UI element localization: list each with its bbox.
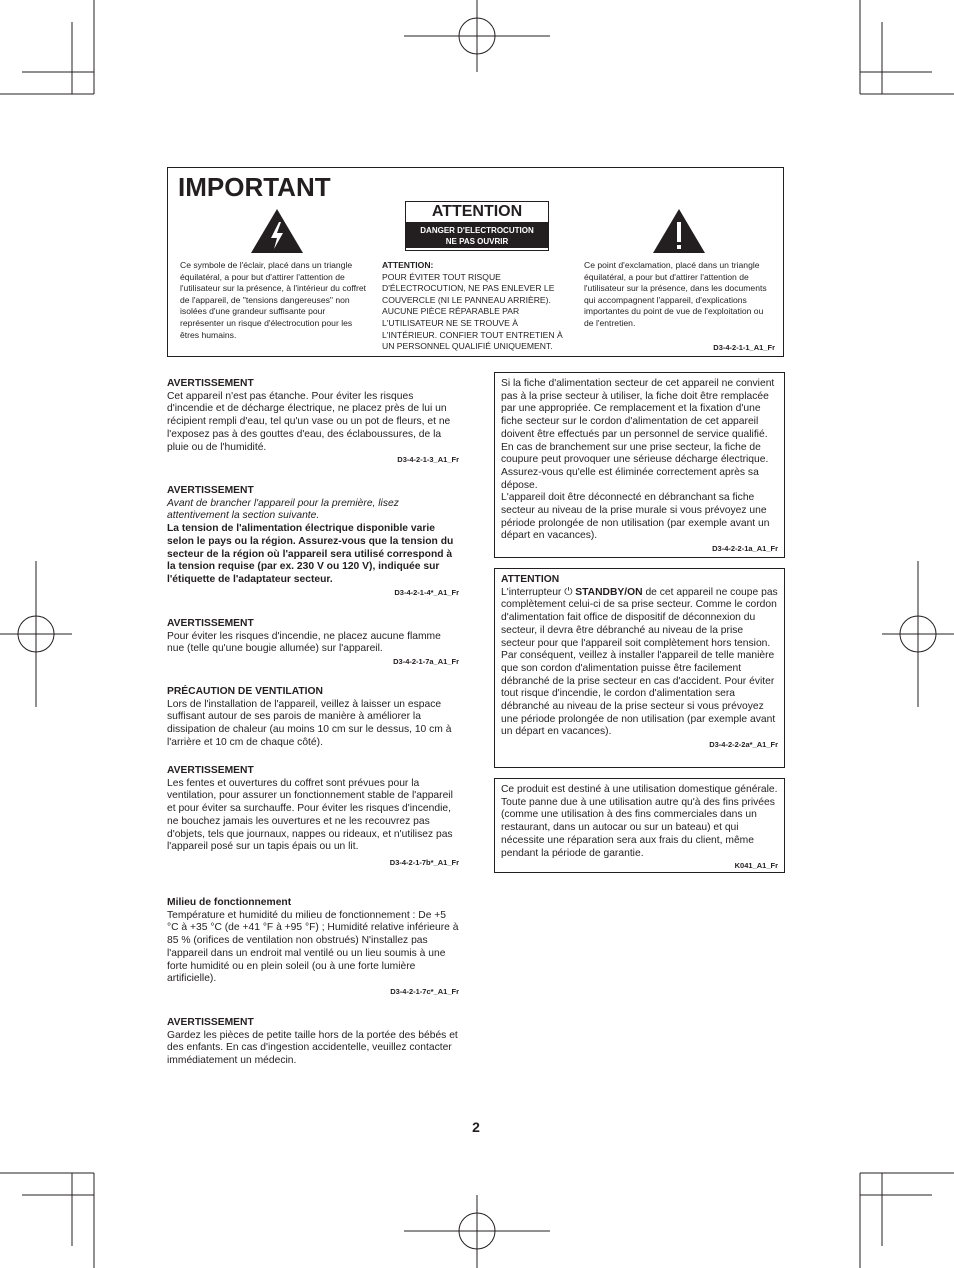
section-text: Pour éviter les risques d'incendie, ne placez aucune flamme nue (telle qu'une bougie allumée) sur l'appareil. [167, 630, 441, 655]
section-italic-text: Avant de brancher l'appareil pour la première, lisez attentivement la section suivante. [167, 497, 399, 522]
domestic-use-box [494, 778, 785, 873]
standby-icon: ⏻ [564, 586, 573, 598]
section-bold-text: La tension de l'alimentation électrique disponible varie selon le pays ou la région. Assurez-vous que la tension du secteur de la région où l'appareil sera utilisé correspond à la tension requise (par ex. 230 V ou 120 V), indiquée sur l'étiquette de l'adaptateur secteur. [167, 523, 454, 585]
box-text-pre: L'interrupteur [501, 586, 562, 598]
warning-flame-section [167, 618, 459, 667]
important-title: IMPORTANT [178, 172, 331, 202]
section-text: Lors de l'installation de l'appareil, veillez à laisser un espace suffisant autour de ses parois de manière à améliorer la dissipation de chaleur (au moins 10 cm sur le dessus, 10 cm à l'arrière et 10 cm de chaque côté). [167, 698, 452, 748]
attention-label-title: ATTENTION [406, 202, 548, 222]
box-text [501, 587, 778, 739]
warning-water-section [167, 378, 459, 465]
power-plug-box [494, 372, 785, 558]
section-code: D3-4-2-1-7c*_A1_Fr [390, 986, 459, 996]
warning-small-parts-section [167, 1017, 459, 1068]
box-heading: ATTENTION [501, 574, 560, 585]
ventilation-section [167, 686, 459, 750]
section-text: Les fentes et ouvertures du coffret sont prévues pour la ventilation, pour assurer un fonctionnement stable de l'appareil et pour éviter sa surchauffe. Pour éviter les risques d'incendie, ne bouchez jamais les ouvertures et ne les recouvrez pas d'objets, tels que journaux, nappes ou rideaux, et n'utilisez pas l'appareil posé sur un tapis épais ou un lit. [167, 777, 453, 853]
section-code: D3-4-2-1-4*_A1_Fr [394, 587, 459, 597]
environment-section [167, 897, 459, 997]
section-heading: PRÉCAUTION DE VENTILATION [167, 686, 323, 697]
attention-label-sub [406, 222, 548, 248]
box-text: Ce produit est destiné à une utilisation domestique générale. Toute panne due à une utilisation autre qu'à des fins privées (comme une utilisation à des fins commerciales dans un restaurant, dans un autocar ou sur un bateau) et qui nécessite une réparation sera aux frais du client, même pendant la période de garantie. [501, 784, 778, 859]
attention-sub-line1: DANGER D'ELECTROCUTION [420, 226, 534, 235]
section-heading: AVERTISSEMENT [167, 1017, 254, 1028]
section-heading: AVERTISSEMENT [167, 765, 254, 776]
lightning-symbol-text: Ce symbole de l'éclair, placé dans un triangle équilatéral, a pour but d'attirer l'attention de l'utilisateur sur la présence, à l'intérieur du coffret de l'appareil, de "tensions dangereuses" non isolées d'une grandeur suffisante pour représenter un risque d'électrocution pour les êtres humains. [180, 260, 367, 340]
box-code: K041_A1_Fr [734, 861, 778, 871]
attention-center-heading: ATTENTION: [382, 260, 434, 270]
box-code: D3-4-2-2-1a_A1_Fr [712, 544, 778, 554]
page-number: 2 [472, 1119, 480, 1135]
box-text-2: L'appareil doit être déconnecté en débranchant sa fiche secteur au niveau de la prise murale si vous prévoyez une période prolongée de non utilisation (par exemple avant un départ en vacances). [501, 492, 770, 542]
section-heading: AVERTISSEMENT [167, 485, 254, 496]
lightning-warning-icon [250, 208, 304, 254]
exclamation-warning-icon [652, 208, 706, 254]
attention-label [405, 201, 549, 251]
section-text: Température et humidité du milieu de fonctionnement : De +5 °C à +35 °C (de +41 °F à +95 °F) ; Humidité relative inférieure à 85 % (orifices de ventilation non obstrués) N'installez pas l'appareil dans un endroit mal ventilé ou un lieu soumis à une forte humidité ou en plein soleil (ou à une forte lumière artificielle). [167, 909, 459, 985]
important-code: D3-4-2-1-1_A1_Fr [713, 343, 775, 352]
section-heading: AVERTISSEMENT [167, 618, 254, 629]
standby-attention-box [494, 568, 785, 768]
box-code: D3-4-2-2-2a*_A1_Fr [709, 740, 778, 750]
attention-center-text [382, 260, 568, 353]
section-text: Gardez les pièces de petite taille hors de la portée des bébés et des enfants. En cas d'ingestion accidentelle, veuillez contacter immédiatement un médecin. [167, 1029, 458, 1067]
warning-voltage-section [167, 485, 459, 598]
section-heading: Milieu de fonctionnement [167, 897, 292, 908]
attention-sub-line2: NE PAS OUVRIR [445, 237, 509, 246]
box-text: Si la fiche d'alimentation secteur de cet appareil ne convient pas à la prise secteur à utiliser, la fiche doit être remplacée par une appropriée. Ce remplacement et la fixation d'une fiche secteur sur le cordon d'alimentation de cet appareil doivent être effectués par un personnel de service qualifié. En cas de branchement sur une prise secteur, la fiche de coupure peut provoquer une sérieuse décharge électrique. Assurez-vous qu'elle est éliminée correctement après sa dépose. [501, 378, 775, 491]
standby-label: STANDBY/ON [575, 586, 643, 598]
section-code: D3-4-2-1-7a_A1_Fr [393, 657, 459, 667]
warning-openings-section [167, 765, 459, 868]
section-code: D3-4-2-1-7b*_A1_Fr [389, 857, 459, 867]
attention-center-body: POUR ÉVITER TOUT RISQUE D'ÉLECTROCUTION, NE PAS ENLEVER LE COUVERCLE (NI LE PANNEAU ARRIÈRE). AUCUNE PIÈCE RÉPARABLE PAR L'UTILISATEUR NE SE TROUVE À L'INTÉRIEUR. CONFIER TOUT ENTRETIEN À UN PERSONNEL QUALIFIÉ UNIQUEMENT. [382, 271, 563, 352]
section-code: D3-4-2-1-3_A1_Fr [397, 455, 459, 465]
exclamation-symbol-text: Ce point d'exclamation, placé dans un triangle équilatéral, a pour but d'attirer l'attention de l'utilisateur sur la présence, dans les documents qui accompagnent l'appareil, d'explications importantes du point de vue de l'exploitation ou de l'entretien. [584, 260, 767, 328]
section-text: Cet appareil n'est pas étanche. Pour éviter les risques d'incendie et de décharge électrique, ne placez près de lui un récipient rempli d'eau, tel qu'un vase ou un pot de fleurs, et ne l'exposez pas à des gouttes d'eau, des éclaboussures, de la pluie ou de l'humidité. [167, 390, 451, 453]
section-heading: AVERTISSEMENT [167, 378, 254, 389]
important-box [167, 167, 784, 357]
box-text-body: de cet appareil ne coupe pas complètement celui-ci de sa prise secteur. Comme le cordon d'alimentation fait office de dispositif de déconnexion du secteur, il devra être débranché au niveau de la prise secteur pour que l'appareil soit complètement hors tension. Par conséquent, veillez à installer l'appareil de telle manière que son cordon d'alimentation puisse être facilement débranché de la prise secteur en cas d'accident. Pour éviter tout risque d'incendie, le cordon d'alimentation sera débranché au niveau de la prise secteur si vous prévoyez une période prolongée de non utilisation (par exemple avant un départ en vacances). [501, 586, 778, 738]
